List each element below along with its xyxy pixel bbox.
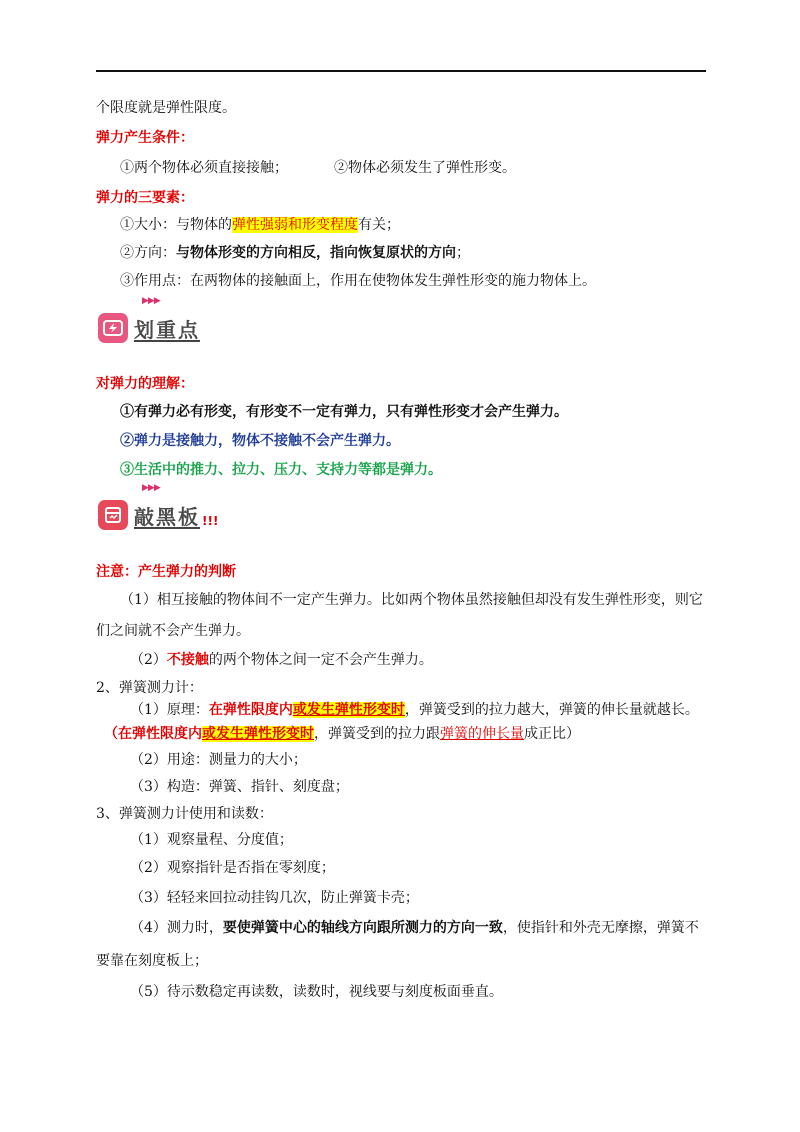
text: 的两个物体之间一定不会产生弹力。 [208,652,433,668]
element-direction [120,243,470,263]
condition-1: ①两个物体必须直接接触； [120,160,288,176]
meter-use: （2）用途：测量力的大小； [130,752,307,768]
section-heading: 弹力产生条件： [96,130,194,146]
understanding-2: ②弹力是接触力，物体不接触不会产生弹力。 [120,433,400,449]
section-heading: 注意：产生弹力的判断 [96,564,236,580]
understanding-3: ③生活中的推力、拉力、压力、支持力等都是弹力。 [120,462,442,478]
red-text: 不接触 [166,652,209,668]
understanding-1: ①有弹力必有形变，有形变不一定有弹力，只有弹性形变才会产生弹力。 [120,404,568,420]
section-heading: 对弹力的理解： [96,376,194,392]
meter-structure: （3）构造：弹簧、指针、刻度盘； [130,779,349,795]
text: ②方向： [120,245,176,261]
text: ； [456,245,470,261]
lightning-icon [98,313,128,343]
highlight-text: 或发生弹性形变时 [292,702,405,718]
highlight-text: 或发生弹性形变时 [202,726,314,742]
text: ，弹簧受到的拉力跟 [314,726,440,742]
arrows-icon: ▶▶▶ [142,296,160,306]
text: （1）原理： [130,702,209,718]
usage-1: （1）观察量程、分度值； [130,832,293,848]
meter-principle [130,700,699,720]
badge-title-text: 敲黑板 [134,505,200,529]
red-text: （ [104,726,118,742]
header-rule [96,70,706,72]
key-points-badge [98,296,200,343]
red-text: 在弹性限度内 [118,726,202,742]
board-icon [98,500,128,530]
badge-title-text: 划重点 [134,318,200,342]
section-heading: 3、弹簧测力计使用和读数： [96,806,273,822]
arrows-icon: ▶▶▶ [142,483,160,493]
meter-principle-detail [104,724,580,744]
notice-1: （1）相互接触的物体间不一定产生弹力。比如两个物体虽然接触但却没有发生弹性形变，则它 [120,592,703,608]
text-line: 个限度就是弹性限度。 [96,100,236,116]
usage-4-cont: 要靠在刻度板上； [96,953,208,969]
text: 成正比） [524,726,580,742]
usage-2: （2）观察指针是否指在零刻度； [130,860,335,876]
notice-1-cont: 们之间就不会产生弹力。 [96,623,250,639]
usage-3: （3）轻轻来回拉动挂钩几次，防止弹簧卡壳； [130,890,419,906]
usage-5: （5）待示数稳定再读数，读数时，视线要与刻度板面垂直。 [130,984,503,1000]
notice-2 [130,650,433,670]
text: （2） [130,652,167,668]
element-size [120,215,400,235]
text: ①大小：与物体的 [120,217,232,233]
underlined-text: 弹簧的伸长量 [440,726,524,742]
usage-4 [130,918,699,938]
red-text: 在弹性限度内 [208,702,293,718]
condition-2: ②物体必须发生了弹性形变。 [334,160,516,176]
text: ，使指针和外壳无摩擦，弹簧不 [502,920,699,936]
section-heading: 弹力的三要素： [96,190,194,206]
bold-text: 与物体形变的方向相反，指向恢复原状的方向 [176,245,456,261]
text: 有关； [358,217,400,233]
highlight-text: 弹性强弱和形变程度 [232,217,358,233]
exclaim-mark: !!! [202,514,219,528]
blackboard-badge [98,483,219,530]
badge-title [134,483,200,530]
bold-text: 要使弹簧中心的轴线方向跟所测力的方向一致 [222,920,503,936]
element-point: ③作用点：在两物体的接触面上，作用在使物体发生弹性形变的施力物体上。 [120,273,596,289]
badge-title [134,296,200,343]
section-heading: 2、弹簧测力计： [96,680,203,696]
text: ，弹簧受到的拉力越大，弹簧的伸长量就越长。 [404,702,699,718]
text: （4）测力时， [130,920,223,936]
